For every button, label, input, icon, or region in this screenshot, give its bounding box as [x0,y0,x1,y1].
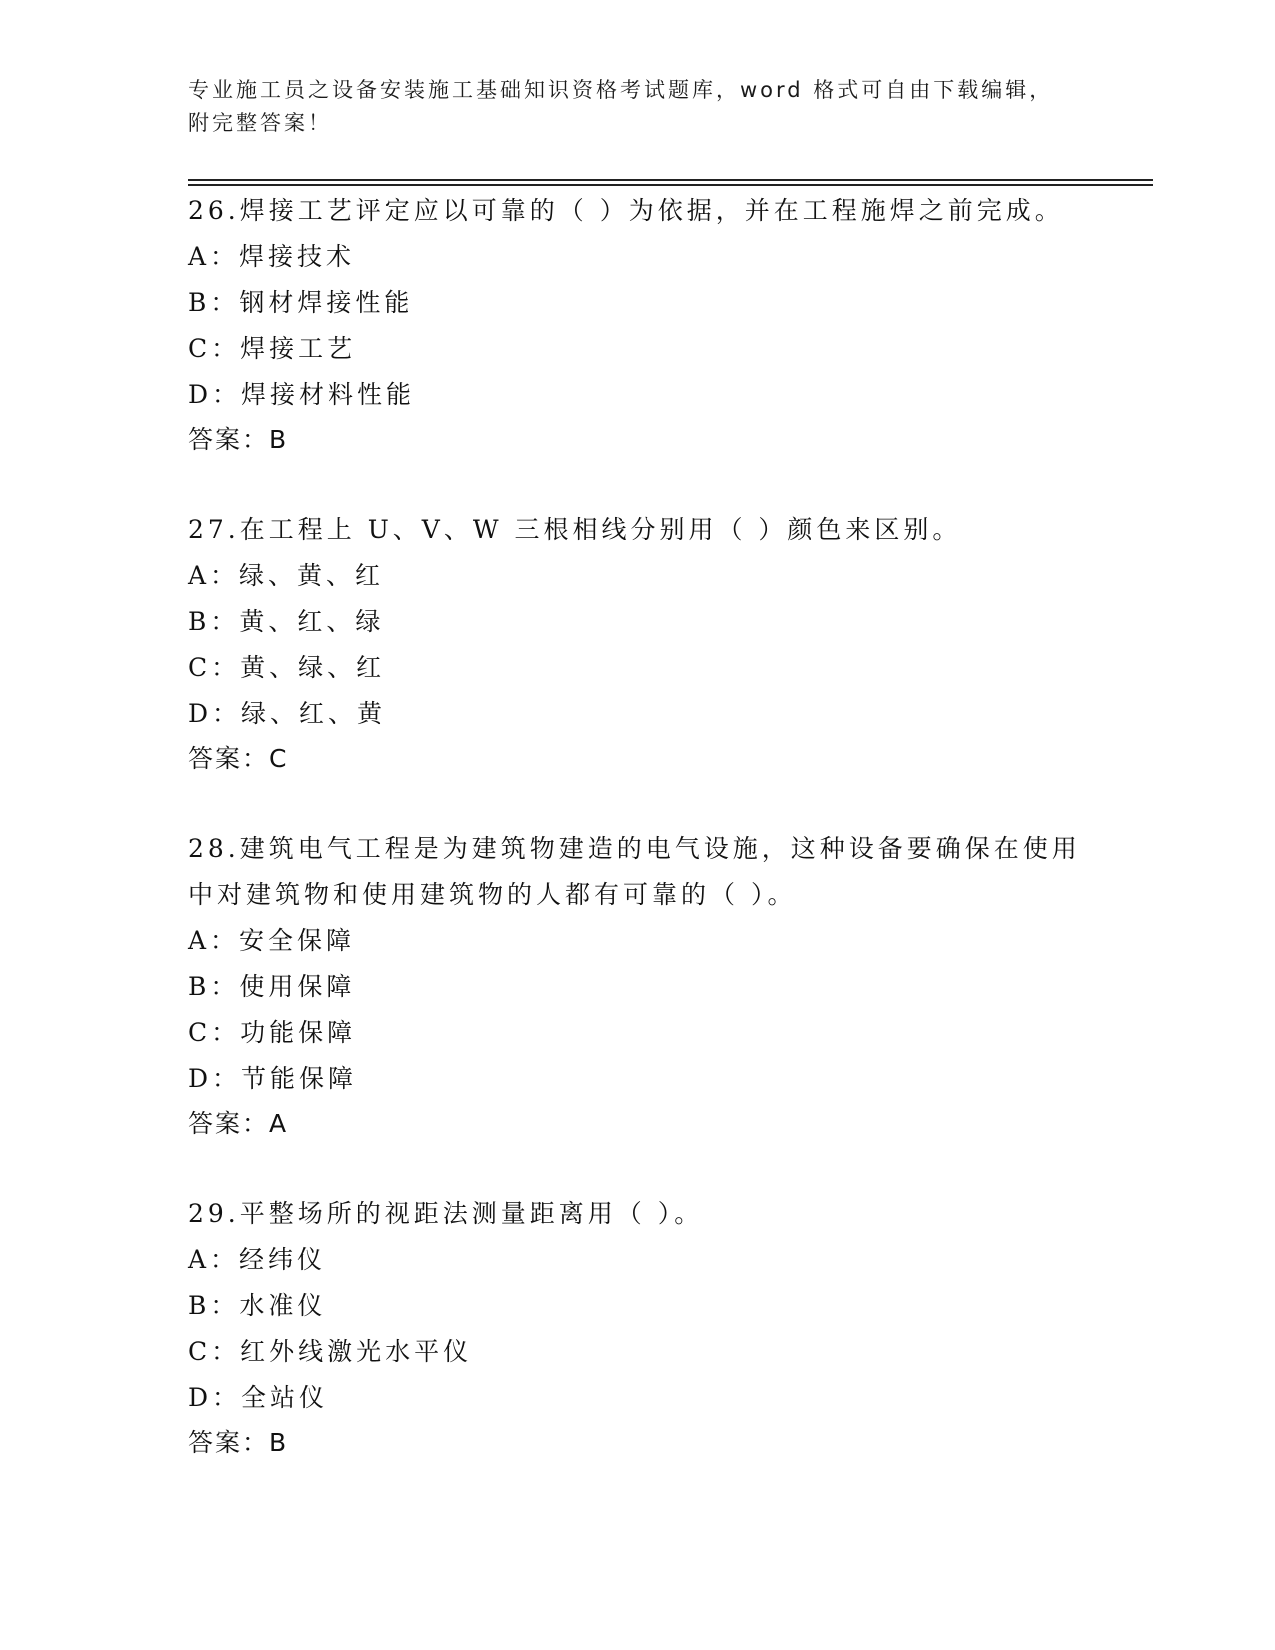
option-c: C：红外线激光水平仪 [188,1337,473,1366]
option-d: D：全站仪 [188,1383,329,1412]
option-a: A：安全保障 [188,926,356,955]
option-a: A：焊接技术 [188,242,356,271]
header-divider-top [188,179,1153,181]
option-b: B：水准仪 [188,1291,327,1320]
question-text: 29.平整场所的视距法测量距离用（ ）。 [188,1199,704,1228]
option-c: C：黄、绿、红 [188,653,386,682]
option-a: A：经纬仪 [188,1245,327,1274]
option-a: A：绿、黄、红 [188,561,385,590]
option-c: C：焊接工艺 [188,334,357,363]
answer-line: 答案：B [188,1428,289,1457]
option-c: C：功能保障 [188,1018,357,1047]
question-list [188,188,1088,1510]
option-d: D：节能保障 [188,1064,358,1093]
header-divider-bottom [188,184,1153,186]
question-text-line-2: 中对建筑物和使用建筑物的人都有可靠的（ ）。 [188,880,797,909]
question-28 [188,826,1088,1146]
question-text: 26.焊接工艺评定应以可靠的（ ）为依据，并在工程施焊之前完成。 [188,196,1064,225]
option-d: D：焊接材料性能 [188,380,416,409]
option-d: D：绿、红、黄 [188,699,387,728]
question-text: 27.在工程上 U、V、W 三根相线分别用（ ）颜色来区别。 [188,515,962,544]
option-b: B：黄、红、绿 [188,607,385,636]
answer-line: 答案：B [188,425,289,454]
header-line-1: 专业施工员之设备安装施工基础知识资格考试题库，word 格式可自由下载编辑， [188,78,1054,102]
answer-line: 答案：A [188,1109,289,1138]
document-header [188,74,1088,140]
question-26 [188,188,1088,462]
option-b: B：使用保障 [188,972,356,1001]
question-27 [188,507,1088,781]
answer-line: 答案：C [188,744,289,773]
header-line-2: 附完整答案！ [188,111,332,135]
option-b: B：钢材焊接性能 [188,288,414,317]
question-text-line-1: 28.建筑电气工程是为建筑物建造的电气设施，这种设备要确保在使用 [188,834,1081,863]
question-29 [188,1191,1088,1465]
